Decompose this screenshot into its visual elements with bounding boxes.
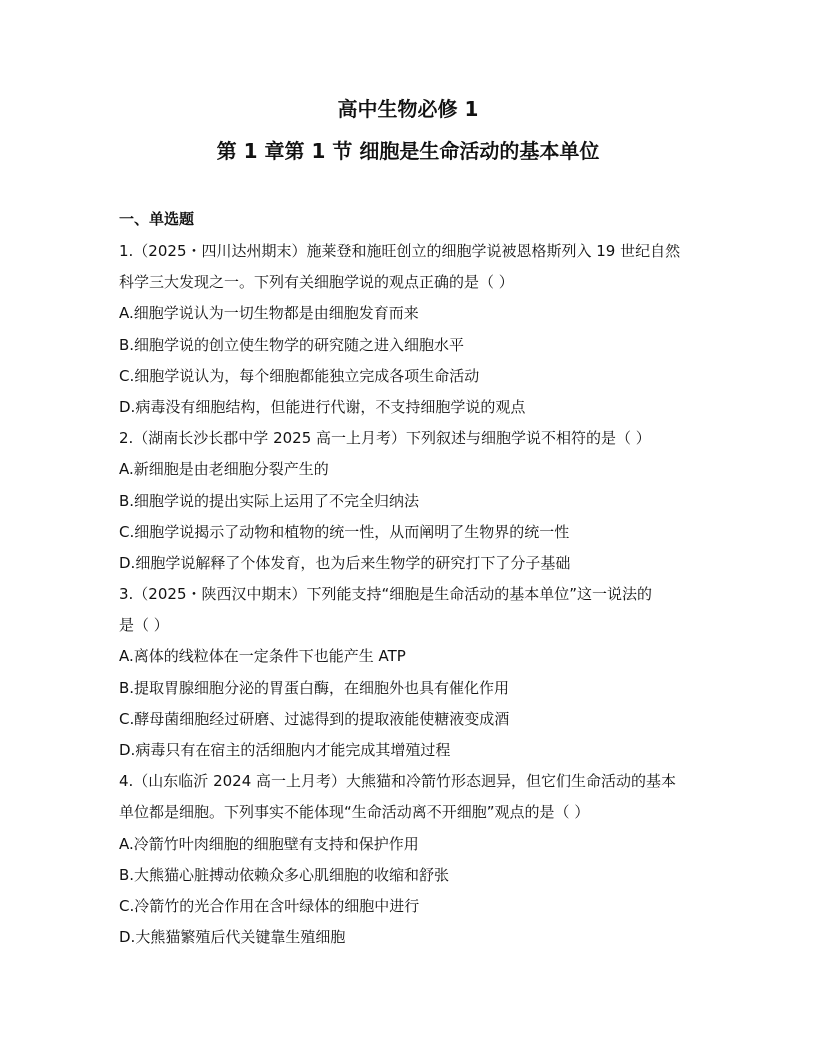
- question-stem-line: 是（ ）: [119, 616, 169, 635]
- question-stem-line: 单位都是细胞。下列事实不能体现“生命活动离不开细胞”观点的是（ ）: [119, 803, 590, 822]
- document-title: 高中生物必修 1: [337, 97, 479, 121]
- question-stem-line: 科学三大发现之一。下列有关细胞学说的观点正确的是（ ）: [119, 273, 514, 292]
- option-a: A.冷箭竹叶肉细胞的细胞壁有支持和保护作用: [119, 834, 419, 853]
- question-1: [119, 236, 709, 423]
- option-a: A.细胞学说认为一切生物都是由细胞发育而来: [119, 304, 419, 323]
- option-c: C.冷箭竹的光合作用在含叶绿体的细胞中进行: [119, 896, 420, 915]
- section-heading: 一、单选题: [119, 210, 195, 228]
- option-c: C.细胞学说揭示了动物和植物的统一性，从而阐明了生物界的统一性: [119, 522, 570, 541]
- question-stem-line: 4.（山东临沂 2024 高一上月考）大熊猫和冷箭竹形态迥异，但它们生命活动的基本: [119, 772, 677, 791]
- question-2: [119, 423, 709, 579]
- option-b: B.提取胃腺细胞分泌的胃蛋白酶，在细胞外也具有催化作用: [119, 678, 510, 697]
- option-a: A.新细胞是由老细胞分裂产生的: [119, 460, 329, 479]
- option-a: A.离体的线粒体在一定条件下也能产生 ATP: [119, 647, 406, 666]
- question-stem-line: 3.（2025・陕西汉中期末）下列能支持“细胞是生命活动的基本单位”这一说法的: [119, 585, 653, 604]
- option-b: B.大熊猫心脏搏动依赖众多心肌细胞的收缩和舒张: [119, 865, 450, 884]
- option-d: D.病毒没有细胞结构，但能进行代谢，不支持细胞学说的观点: [119, 397, 526, 416]
- option-c: C.细胞学说认为，每个细胞都能独立完成各项生命活动: [119, 366, 480, 385]
- document-subtitle: 第 1 章第 1 节 细胞是生命活动的基本单位: [216, 139, 600, 163]
- option-c: C.酵母菌细胞经过研磨、过滤得到的提取液能使糖液变成酒: [119, 709, 510, 728]
- question-stem-line: 1.（2025・四川达州期末）施莱登和施旺创立的细胞学说被恩格斯列入 19 世纪自然: [119, 242, 681, 260]
- question-4: [119, 766, 709, 953]
- question-stem-line: 2.（湖南长沙长郡中学 2025 高一上月考）下列叙述与细胞学说不相符的是（ ）: [119, 429, 651, 448]
- option-b: B.细胞学说的创立使生物学的研究随之进入细胞水平: [119, 335, 465, 354]
- question-3: [119, 579, 709, 766]
- question-list: [119, 236, 709, 953]
- option-d: D.病毒只有在宿主的活细胞内才能完成其增殖过程: [119, 741, 451, 759]
- option-d: D.细胞学说解释了个体发育，也为后来生物学的研究打下了分子基础: [119, 553, 571, 572]
- option-d: D.大熊猫繁殖后代关键靠生殖细胞: [119, 928, 346, 947]
- option-b: B.细胞学说的提出实际上运用了不完全归纳法: [119, 491, 420, 510]
